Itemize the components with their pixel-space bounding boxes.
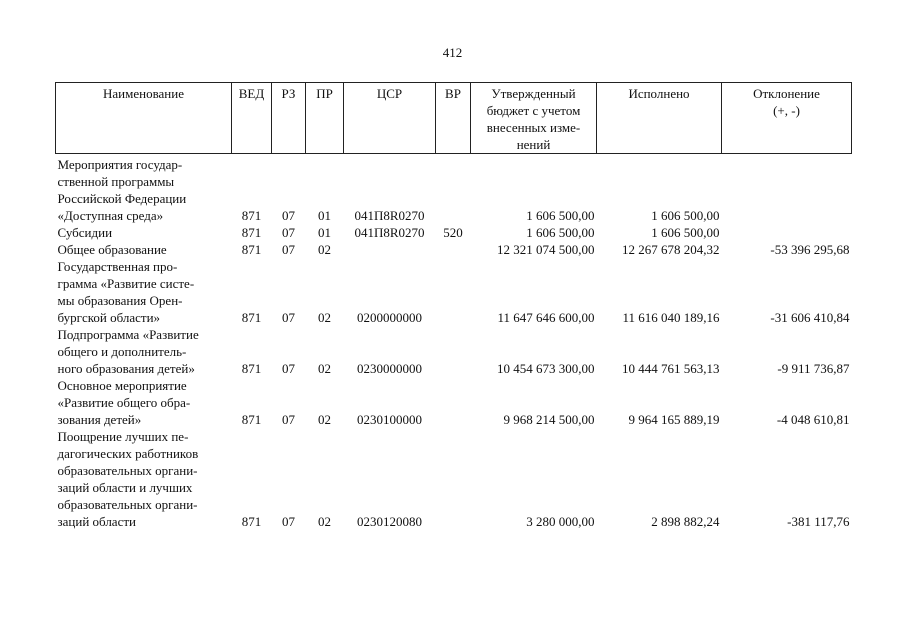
row-csr: 0230000000: [357, 361, 422, 376]
row-vr: [436, 241, 471, 258]
row-deviation: [722, 224, 852, 241]
row-csr: 0230120080: [357, 514, 422, 529]
row-name: Общее образование: [57, 242, 167, 257]
header-deviation: Отклонение (+, -): [722, 83, 852, 154]
row-vr: [436, 377, 471, 428]
row-vr: [436, 428, 471, 530]
row-rz: 07: [282, 361, 295, 376]
row-vr: [436, 258, 471, 326]
row-name: Поощрение лучших пе- дагогических работников образовательных органи- заций области и лучших образовательных органи- заций области: [57, 429, 199, 529]
row-name: Основное мероприятие «Развитие общего обра- зования детей»: [57, 378, 191, 427]
row-rz: 07: [282, 310, 295, 325]
row-executed: 12 267 678 204,32: [622, 242, 720, 257]
header-vr: ВР: [436, 83, 471, 154]
row-csr: 0230100000: [357, 412, 422, 427]
row-pr: 02: [318, 310, 331, 325]
row-deviation: [722, 154, 852, 225]
row-ved: 871: [241, 242, 262, 257]
row-rz: 07: [282, 225, 295, 240]
header-name: Наименование: [56, 83, 232, 154]
table-row: [56, 154, 852, 225]
table-row: [56, 258, 852, 326]
row-deviation: -53 396 295,68: [770, 242, 850, 257]
row-pr: 01: [318, 225, 331, 240]
row-rz: 07: [282, 208, 295, 223]
row-csr: 041П8R0270: [354, 225, 425, 240]
row-pr: 02: [318, 242, 331, 257]
row-approved: 1 606 500,00: [526, 225, 595, 240]
header-ved: ВЕД: [232, 83, 272, 154]
row-deviation: -9 911 736,87: [777, 361, 850, 376]
row-rz: 07: [282, 412, 295, 427]
row-deviation: -381 117,76: [787, 514, 850, 529]
row-ved: 871: [241, 412, 262, 427]
table-row: [56, 428, 852, 530]
row-name: Субсидии: [57, 225, 113, 240]
header-pr: ПР: [306, 83, 344, 154]
table-row: [56, 224, 852, 241]
page-number: 412: [442, 45, 463, 60]
row-executed: 10 444 761 563,13: [622, 361, 720, 376]
row-ved: 871: [241, 514, 262, 529]
row-ved: 871: [241, 310, 262, 325]
row-vr: 520: [443, 225, 463, 240]
row-vr: [436, 326, 471, 377]
row-csr: [344, 241, 436, 258]
row-approved: 12 321 074 500,00: [497, 242, 595, 257]
row-csr: 041П8R0270: [354, 208, 425, 223]
table-header-row: [56, 83, 852, 154]
row-approved: 11 647 646 600,00: [497, 310, 595, 325]
row-executed: 1 606 500,00: [651, 225, 720, 240]
row-approved: 1 606 500,00: [526, 208, 595, 223]
row-ved: 871: [241, 361, 262, 376]
row-executed: 2 898 882,24: [651, 514, 720, 529]
table-row: [56, 241, 852, 258]
row-approved: 3 280 000,00: [526, 514, 595, 529]
row-executed: 1 606 500,00: [651, 208, 720, 223]
row-vr: [436, 154, 471, 225]
header-rz: РЗ: [272, 83, 306, 154]
row-csr: 0200000000: [357, 310, 422, 325]
table-row: [56, 377, 852, 428]
budget-table: [55, 82, 852, 530]
row-pr: 02: [318, 361, 331, 376]
row-approved: 9 968 214 500,00: [503, 412, 595, 427]
row-name: Подпрограмма «Развитие общего и дополнитель- ного образования детей»: [57, 327, 199, 376]
table-row: [56, 326, 852, 377]
row-rz: 07: [282, 242, 295, 257]
row-approved: 10 454 673 300,00: [497, 361, 595, 376]
header-executed: Исполнено: [597, 83, 722, 154]
row-name: Государственная про- грамма «Развитие систе- мы образования Орен- бургской области»: [57, 259, 195, 325]
row-name: Мероприятия государ- ственной программы Российской Федерации «Доступная среда»: [57, 157, 187, 223]
row-deviation: -4 048 610,81: [776, 412, 850, 427]
row-executed: 9 964 165 889,19: [628, 412, 720, 427]
row-pr: 02: [318, 514, 331, 529]
row-rz: 07: [282, 514, 295, 529]
row-ved: 871: [241, 225, 262, 240]
header-approved: Утвержденный бюджет с учетом внесенных изме- нений: [471, 83, 597, 154]
row-deviation: -31 606 410,84: [770, 310, 850, 325]
row-pr: 01: [318, 208, 331, 223]
header-csr: ЦСР: [344, 83, 436, 154]
row-executed: 11 616 040 189,16: [622, 310, 720, 325]
row-ved: 871: [241, 208, 262, 223]
row-pr: 02: [318, 412, 331, 427]
